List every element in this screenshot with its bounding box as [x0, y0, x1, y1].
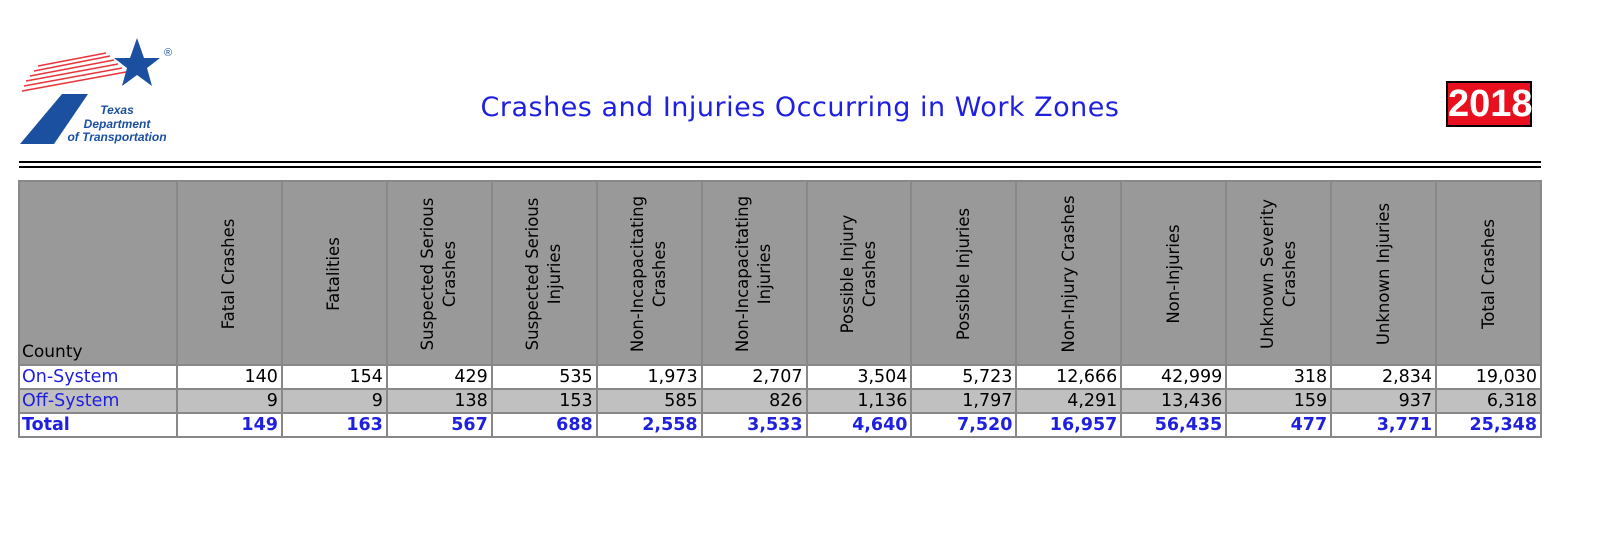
- value-cell: 7,520: [911, 413, 1016, 437]
- value-cell: 163: [282, 413, 387, 437]
- value-cell: 2,707: [702, 365, 807, 389]
- value-cell: 19,030: [1436, 365, 1541, 389]
- value-cell: 567: [387, 413, 492, 437]
- value-cell: 937: [1331, 389, 1436, 413]
- column-header-label: Non-Incapacitating Injuries: [733, 195, 775, 353]
- value-cell: 25,348: [1436, 413, 1541, 437]
- logo-line-2: Department: [83, 116, 151, 131]
- value-cell: 153: [492, 389, 597, 413]
- county-column-header: County: [19, 181, 177, 365]
- county-cell: On-System: [19, 365, 177, 389]
- value-cell: 477: [1226, 413, 1331, 437]
- value-cell: 429: [387, 365, 492, 389]
- value-cell: 154: [282, 365, 387, 389]
- value-cell: 138: [387, 389, 492, 413]
- crash-table: [18, 180, 1542, 438]
- column-header: [911, 181, 1016, 365]
- value-cell: 826: [702, 389, 807, 413]
- column-header: [1331, 181, 1436, 365]
- page-title: Crashes and Injuries Occurring in Work Zones: [480, 92, 1120, 123]
- value-cell: 149: [177, 413, 282, 437]
- county-cell: Off-System: [19, 389, 177, 413]
- value-cell: 1,797: [911, 389, 1016, 413]
- column-header-label: Non-Incapacitating Crashes: [628, 195, 670, 353]
- table-row: [19, 365, 1541, 389]
- value-cell: 140: [177, 365, 282, 389]
- column-header-label: Possible Injuries: [953, 207, 973, 341]
- value-cell: 12,666: [1016, 365, 1121, 389]
- value-cell: 4,640: [807, 413, 912, 437]
- value-cell: 16,957: [1016, 413, 1121, 437]
- value-cell: 585: [597, 389, 702, 413]
- value-cell: 9: [282, 389, 387, 413]
- value-cell: 2,558: [597, 413, 702, 437]
- value-cell: 3,771: [1331, 413, 1436, 437]
- column-header-label: Possible Injury Crashes: [837, 214, 879, 334]
- value-cell: 6,318: [1436, 389, 1541, 413]
- column-header-label: Suspected Serious Crashes: [418, 197, 460, 351]
- logo-line-1: Texas: [100, 103, 134, 117]
- value-cell: 3,533: [702, 413, 807, 437]
- column-header: [807, 181, 912, 365]
- table-row: [19, 413, 1541, 437]
- column-header-label: Non-Injury Crashes: [1058, 195, 1078, 353]
- value-cell: 13,436: [1121, 389, 1226, 413]
- county-cell: Total: [19, 413, 177, 437]
- value-cell: 318: [1226, 365, 1331, 389]
- value-cell: 4,291: [1016, 389, 1121, 413]
- column-header-label: Suspected Serious Injuries: [523, 197, 565, 351]
- value-cell: 1,973: [597, 365, 702, 389]
- column-header: [387, 181, 492, 365]
- value-cell: 56,435: [1121, 413, 1226, 437]
- column-header-label: Fatal Crashes: [219, 218, 239, 330]
- column-header-label: Non-Injuries: [1163, 224, 1183, 324]
- year-badge: 2018: [1448, 83, 1533, 125]
- divider-top: [19, 161, 1541, 163]
- value-cell: 688: [492, 413, 597, 437]
- registered-mark: ®: [164, 47, 173, 59]
- column-header: [177, 181, 282, 365]
- column-header-label: Fatalities: [324, 237, 344, 311]
- column-header: [597, 181, 702, 365]
- column-header: [1121, 181, 1226, 365]
- column-header: [282, 181, 387, 365]
- logo-line-3: of Transportation: [67, 130, 167, 144]
- value-cell: 159: [1226, 389, 1331, 413]
- column-header: [1016, 181, 1121, 365]
- table-header-row: [19, 181, 1541, 365]
- column-header: [492, 181, 597, 365]
- column-header: [1436, 181, 1541, 365]
- value-cell: 42,999: [1121, 365, 1226, 389]
- table-row: [19, 389, 1541, 413]
- value-cell: 535: [492, 365, 597, 389]
- value-cell: 5,723: [911, 365, 1016, 389]
- value-cell: 2,834: [1331, 365, 1436, 389]
- value-cell: 1,136: [807, 389, 912, 413]
- column-header: [1226, 181, 1331, 365]
- value-cell: 9: [177, 389, 282, 413]
- divider-bottom: [19, 166, 1541, 168]
- column-header: [702, 181, 807, 365]
- value-cell: 3,504: [807, 365, 912, 389]
- column-header-label: Unknown Severity Crashes: [1257, 199, 1299, 349]
- column-header-label: Unknown Injuries: [1373, 202, 1393, 346]
- column-header-label: Total Crashes: [1478, 219, 1498, 329]
